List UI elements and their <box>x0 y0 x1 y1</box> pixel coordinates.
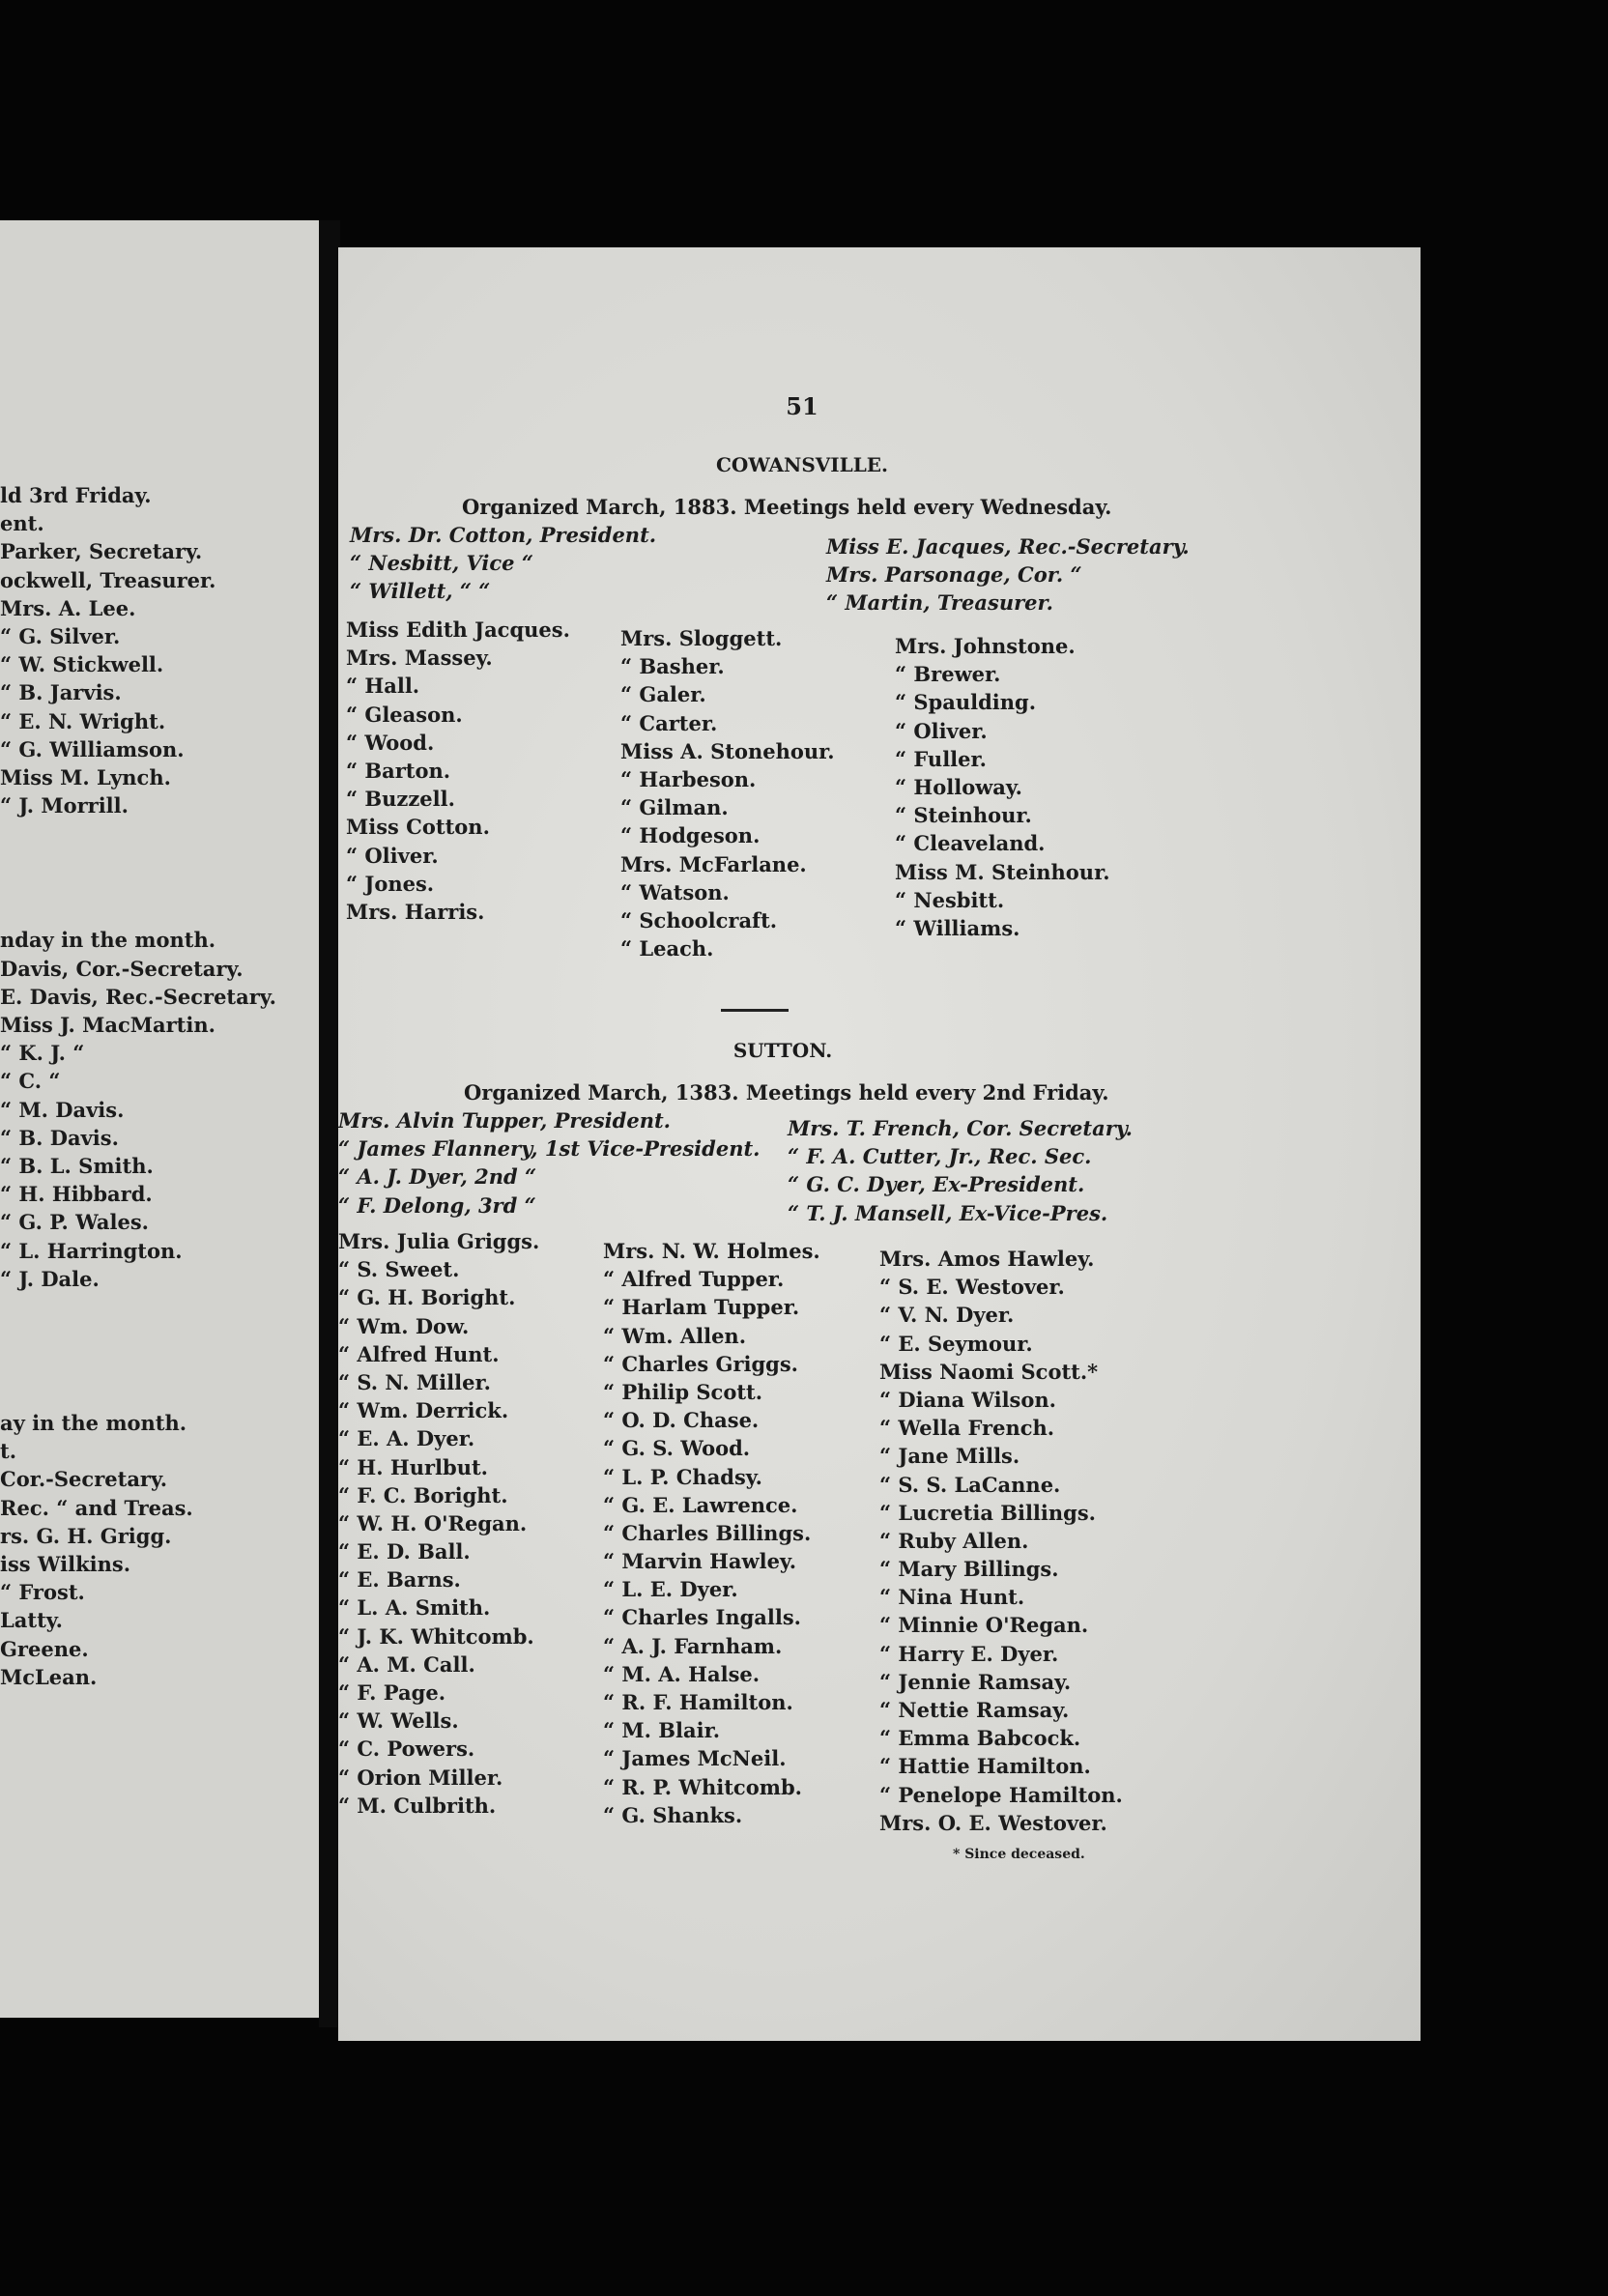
member-name: “ S. Sweet. <box>338 1257 460 1282</box>
member-name: “ Oliver. <box>895 718 988 743</box>
left-page-line: “ Frost. <box>0 1580 85 1605</box>
member-name: “ Oliver. <box>346 843 439 868</box>
member-name: “ W. Wells. <box>338 1708 459 1734</box>
member-name: “ Watson. <box>620 879 730 904</box>
left-page-line: “ L. Harrington. <box>0 1238 183 1263</box>
member-name: “ Diana Wilson. <box>879 1387 1056 1412</box>
member-name: “ Emma Babcock. <box>879 1726 1081 1751</box>
member-name: “ M. Culbrith. <box>338 1793 497 1818</box>
member-name: “ Mary Billings. <box>879 1557 1059 1582</box>
member-name: “ M. A. Halse. <box>603 1661 761 1686</box>
footnote: * Since deceased. <box>953 1847 1085 1862</box>
officer-entry: “ James Flannery, 1st Vice-President. <box>338 1136 761 1162</box>
cowansville-officers-right <box>826 532 1190 617</box>
cowansville-column-3 <box>895 632 1110 942</box>
member-name: “ L. A. Smith. <box>338 1595 491 1621</box>
member-name: “ F. C. Boright. <box>338 1482 508 1507</box>
member-name: “ Cleaveland. <box>895 831 1046 856</box>
member-name: “ Orion Miller. <box>338 1765 503 1790</box>
left-page-line: ay in the month. <box>0 1411 187 1435</box>
cowansville-title: COWANSVILLE. <box>716 453 888 476</box>
member-name: “ Carter. <box>620 710 718 735</box>
member-name: “ James McNeil. <box>603 1746 787 1771</box>
member-name: “ Marvin Hawley. <box>603 1549 797 1574</box>
member-name: “ Wm. Allen. <box>603 1323 747 1348</box>
left-page-line: “ G. P. Wales. <box>0 1210 149 1235</box>
member-name: Mrs. Julia Griggs. <box>338 1229 540 1253</box>
member-name: “ G. H. Boright. <box>338 1285 516 1310</box>
left-page-line: “ B. Jarvis. <box>0 680 122 705</box>
officer-entry: “ Nesbitt, Vice “ <box>350 551 533 576</box>
left-page <box>0 220 319 2018</box>
left-page-line: Cor.-Secretary. <box>0 1467 168 1492</box>
member-name: “ Wm. Derrick. <box>338 1398 509 1423</box>
member-name: “ Schoolcraft. <box>620 907 778 933</box>
left-page-line: McLean. <box>0 1664 98 1689</box>
right-page <box>338 247 1421 2041</box>
member-name: “ Buzzell. <box>346 787 455 812</box>
book-gutter <box>319 220 340 2027</box>
member-name: “ J. K. Whitcomb. <box>338 1623 534 1649</box>
left-page-line: ent. <box>0 511 44 536</box>
left-page-line: “ C. “ <box>0 1069 61 1094</box>
member-name: “ Hodgeson. <box>620 823 761 848</box>
left-page-line: t. <box>0 1439 17 1464</box>
officer-entry: “ F. Delong, 3rd “ <box>338 1192 536 1218</box>
officer-entry: “ A. J. Dyer, 2nd “ <box>338 1164 537 1190</box>
officer-entry: Mrs. Parsonage, Cor. “ <box>826 562 1082 588</box>
member-name: “ Leach. <box>620 936 714 961</box>
member-name: “ H. Hurlbut. <box>338 1454 488 1479</box>
cowansville-column-1 <box>346 616 570 926</box>
member-name: “ Alfred Tupper. <box>603 1267 785 1292</box>
member-name: “ Charles Billings. <box>603 1520 812 1545</box>
member-name: “ E. Barns. <box>338 1567 461 1593</box>
member-name: “ Spaulding. <box>895 690 1037 715</box>
member-name: “ A. M. Call. <box>338 1651 475 1677</box>
member-name: “ Penelope Hamilton. <box>879 1782 1123 1807</box>
member-name: “ Ruby Allen. <box>879 1528 1029 1553</box>
officer-entry: “ G. C. Dyer, Ex-President. <box>788 1172 1085 1197</box>
left-page-line: Miss J. MacMartin. <box>0 1013 215 1037</box>
member-name: “ F. Page. <box>338 1680 445 1705</box>
member-name: “ L. P. Chadsy. <box>603 1464 762 1489</box>
member-name: Miss A. Stonehour. <box>620 738 835 763</box>
member-name: “ Charles Griggs. <box>603 1351 798 1376</box>
sutton-officers-right <box>788 1114 1133 1227</box>
officer-entry: “ Willett, “ “ <box>350 579 491 604</box>
member-name: “ C. Powers. <box>338 1736 475 1762</box>
member-name: Mrs. N. W. Holmes. <box>603 1239 820 1263</box>
member-name: “ R. F. Hamilton. <box>603 1690 793 1714</box>
sutton-officers-left <box>338 1106 760 1220</box>
member-name: “ Wella French. <box>879 1416 1055 1441</box>
member-name: “ E. Seymour. <box>879 1331 1033 1356</box>
left-page-line: E. Davis, Rec.-Secretary. <box>0 984 276 1009</box>
member-name: “ Williams. <box>895 915 1020 940</box>
member-name: “ Jennie Ramsay. <box>879 1669 1072 1694</box>
member-name: “ M. Blair. <box>603 1718 721 1743</box>
left-page-line: “ B. L. Smith. <box>0 1154 154 1178</box>
member-name: “ Harbeson. <box>620 766 757 791</box>
member-name: Mrs. Amos Hawley. <box>879 1247 1095 1271</box>
member-name: “ O. D. Chase. <box>603 1408 760 1433</box>
member-name: “ G. S. Wood. <box>603 1436 751 1461</box>
member-name: “ Galer. <box>620 682 706 707</box>
member-name: Miss Cotton. <box>346 815 490 840</box>
member-name: “ Charles Ingalls. <box>603 1605 801 1630</box>
member-name: “ Harlam Tupper. <box>603 1295 800 1320</box>
sutton-column-3 <box>879 1245 1123 1837</box>
member-name: Miss M. Steinhour. <box>895 859 1110 884</box>
member-name: Miss Edith Jacques. <box>346 617 570 642</box>
officer-entry: Miss E. Jacques, Rec.-Secretary. <box>826 534 1190 559</box>
member-name: Mrs. O. E. Westover. <box>879 1810 1107 1835</box>
member-name: “ Jones. <box>346 871 435 896</box>
officer-entry: Mrs. Alvin Tupper, President. <box>338 1108 671 1133</box>
member-name: “ Wm. Dow. <box>338 1313 470 1338</box>
left-page-line: Parker, Secretary. <box>0 539 203 564</box>
member-name: “ S. S. LaCanne. <box>879 1472 1061 1497</box>
member-name: “ Barton. <box>346 758 451 783</box>
member-name: “ Alfred Hunt. <box>338 1341 500 1366</box>
left-page-line: ld 3rd Friday. <box>0 483 152 507</box>
member-name: “ Harry E. Dyer. <box>879 1641 1059 1666</box>
left-page-line: “ B. Davis. <box>0 1125 119 1150</box>
officer-entry: Mrs. Dr. Cotton, President. <box>350 523 657 547</box>
member-name: Mrs. Sloggett. <box>620 626 783 650</box>
left-page-line: “ J. Morrill. <box>0 793 129 818</box>
left-page-line: “ H. Hibbard. <box>0 1182 153 1207</box>
left-page-line: Greene. <box>0 1636 89 1661</box>
member-name: Mrs. Harris. <box>346 899 485 924</box>
member-name: Miss Naomi Scott.* <box>879 1359 1099 1384</box>
left-page-line: nday in the month. <box>0 928 216 953</box>
officer-entry: “ Martin, Treasurer. <box>826 590 1053 616</box>
left-page-line: Latty. <box>0 1608 63 1633</box>
member-name: “ Minnie O'Regan. <box>879 1613 1089 1638</box>
left-page-line: “ K. J. “ <box>0 1041 85 1066</box>
member-name: “ Philip Scott. <box>603 1379 763 1404</box>
left-page-line: “ M. Davis. <box>0 1097 125 1122</box>
left-page-line: Mrs. A. Lee. <box>0 595 136 620</box>
cowansville-organized: Organized March, 1883. Meetings held every Wednesday. <box>462 495 1112 519</box>
member-name: “ Basher. <box>620 654 725 679</box>
left-page-line: “ G. Williamson. <box>0 736 185 761</box>
left-page-line: ockwell, Treasurer. <box>0 567 216 592</box>
member-name: “ V. N. Dyer. <box>879 1303 1015 1328</box>
left-page-line: rs. G. H. Grigg. <box>0 1523 172 1548</box>
member-name: “ Hattie Hamilton. <box>879 1754 1091 1779</box>
member-name: “ L. E. Dyer. <box>603 1577 738 1602</box>
member-name: “ Fuller. <box>895 746 987 771</box>
member-name: “ A. J. Farnham. <box>603 1633 783 1658</box>
member-name: “ Nesbitt. <box>895 887 1005 912</box>
left-page-line: “ G. Silver. <box>0 624 121 648</box>
sutton-column-2 <box>603 1237 820 1829</box>
member-name: Mrs. Johnstone. <box>895 634 1076 658</box>
left-page-line: “ J. Dale. <box>0 1266 100 1291</box>
member-name: “ Nina Hunt. <box>879 1585 1025 1610</box>
member-name: “ Wood. <box>346 730 435 755</box>
member-name: Mrs. Massey. <box>346 646 493 671</box>
page-number: 51 <box>786 392 818 420</box>
section-divider <box>721 1009 789 1012</box>
cowansville-officers-left <box>350 521 656 606</box>
officer-entry: “ T. J. Mansell, Ex-Vice-Pres. <box>788 1200 1108 1225</box>
member-name: “ Steinhour. <box>895 803 1032 828</box>
left-page-line: “ E. N. Wright. <box>0 708 166 733</box>
member-name: “ S. E. Westover. <box>879 1275 1065 1300</box>
member-name: “ Gleason. <box>346 702 463 727</box>
officer-entry: Mrs. T. French, Cor. Secretary. <box>788 1116 1133 1140</box>
sutton-column-1 <box>338 1227 539 1820</box>
cowansville-column-2 <box>620 624 835 962</box>
member-name: “ E. D. Ball. <box>338 1539 471 1564</box>
member-name: “ Brewer. <box>895 662 1001 687</box>
member-name: “ G. Shanks. <box>603 1802 743 1827</box>
sutton-title: SUTTON. <box>732 1039 833 1062</box>
member-name: “ Nettie Ramsay. <box>879 1698 1070 1722</box>
left-page-line: “ W. Stickwell. <box>0 652 164 677</box>
member-name: “ Gilman. <box>620 795 729 820</box>
left-page-line: iss Wilkins. <box>0 1552 131 1576</box>
member-name: “ Hall. <box>346 674 420 699</box>
member-name: “ W. H. O'Regan. <box>338 1510 528 1535</box>
member-name: “ Holloway. <box>895 774 1022 799</box>
left-page-line: Miss M. Lynch. <box>0 765 171 789</box>
left-page-line: Rec. “ and Treas. <box>0 1495 193 1520</box>
member-name: Mrs. McFarlane. <box>620 851 807 876</box>
member-name: “ Lucretia Billings. <box>879 1500 1096 1525</box>
officer-entry: “ F. A. Cutter, Jr., Rec. Sec. <box>788 1144 1092 1169</box>
member-name: “ R. P. Whitcomb. <box>603 1774 802 1799</box>
member-name: “ S. N. Miller. <box>338 1369 491 1394</box>
member-name: “ G. E. Lawrence. <box>603 1492 798 1517</box>
member-name: “ E. A. Dyer. <box>338 1426 475 1451</box>
left-page-line: Davis, Cor.-Secretary. <box>0 956 244 981</box>
member-name: “ Jane Mills. <box>879 1444 1020 1469</box>
sutton-organized: Organized March, 1383. Meetings held every 2nd Friday. <box>464 1080 1109 1105</box>
